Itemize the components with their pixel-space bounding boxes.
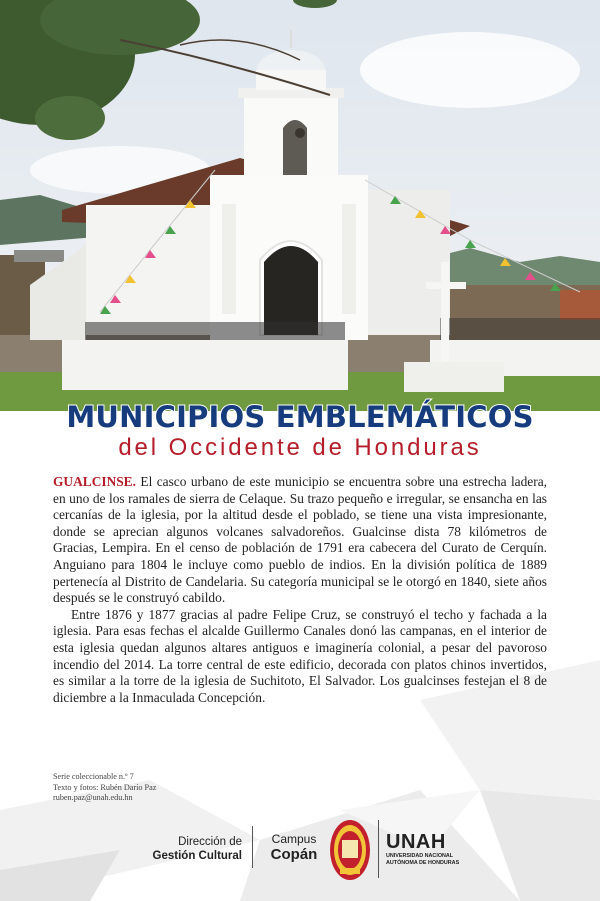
author-email: ruben.paz@unah.edu.hn (53, 793, 133, 802)
unah-subtitle-1: UNIVERSIDAD NACIONAL (386, 853, 454, 859)
page-subtitle: del Occidente de Honduras (118, 434, 482, 461)
direccion-line1: Dirección de (178, 836, 242, 848)
divider (378, 820, 379, 878)
lead-word: GUALCINSE. (53, 474, 136, 489)
paragraph-1 (53, 474, 547, 607)
page-title: MUNICIPIOS EMBLEMÁTICOS (66, 400, 534, 434)
divider (252, 826, 253, 868)
paragraph-2: Entre 1876 y 1877 gracias al padre Felipe Cruz, se construyó el techo y fachada a la iglesia. Para esas fechas el alcalde Guillermo Canales donó las campanas, en el interior de esta iglesia quedan algunos altares antiguos e imaginería colonial, a pesar del pavoroso incendio del 2014. La torre central de este edificio, decorada con platos chinos invertidos, es similar a la torre de la iglesia de Suchitoto, El Salvador. Los gualcinses festejan el 8 de diciembre a la Inmaculada Concepción. (53, 606, 547, 705)
campus-line1: Campus (271, 832, 317, 846)
gestion-cultural-logo (130, 835, 242, 863)
campus-copan-logo (262, 832, 326, 864)
author-credit: Texto y fotos: Rubén Darío Paz (53, 782, 157, 792)
unah-subtitle-2: AUTÓNOMA DE HONDURAS (386, 859, 460, 866)
direccion-line2: Gestión Cultural (152, 850, 242, 862)
church-photo (0, 0, 600, 411)
unah-logo (386, 831, 459, 866)
campus-line2: Copán (270, 846, 318, 863)
series-number: Serie coleccionable n.º 7 (53, 772, 134, 781)
credits (53, 772, 156, 804)
footer-logos (0, 818, 600, 888)
article-body (53, 474, 547, 706)
unah-seal-icon (328, 818, 372, 882)
paragraph-1-text: El casco urbano de este municipio se encuentra sobre una estrecha ladera, en uno de los ramales de sierra de Celaque. Su trazo pequeño e irregular, se ensancha en las cercanías de la iglesia, por la altitud desde el poblado, se tiene una vista impresionante, donde se aprecian algunos volcanes salvadoreños. Gualcinse dista 78 kilómetros de Gracias, Lempira. En el censo de población de 1791 era cabecera del Curato de Cerquín. Anguiano para 1804 le incluye como pueblo de indios. En la división política de 1889 pertenecía al Distrito de Candelaria. Su categoría municipal se le otorgó en 1840, siete años después se le construyó cabildo. (53, 474, 547, 606)
unah-wordmark: UNAH (386, 831, 446, 853)
